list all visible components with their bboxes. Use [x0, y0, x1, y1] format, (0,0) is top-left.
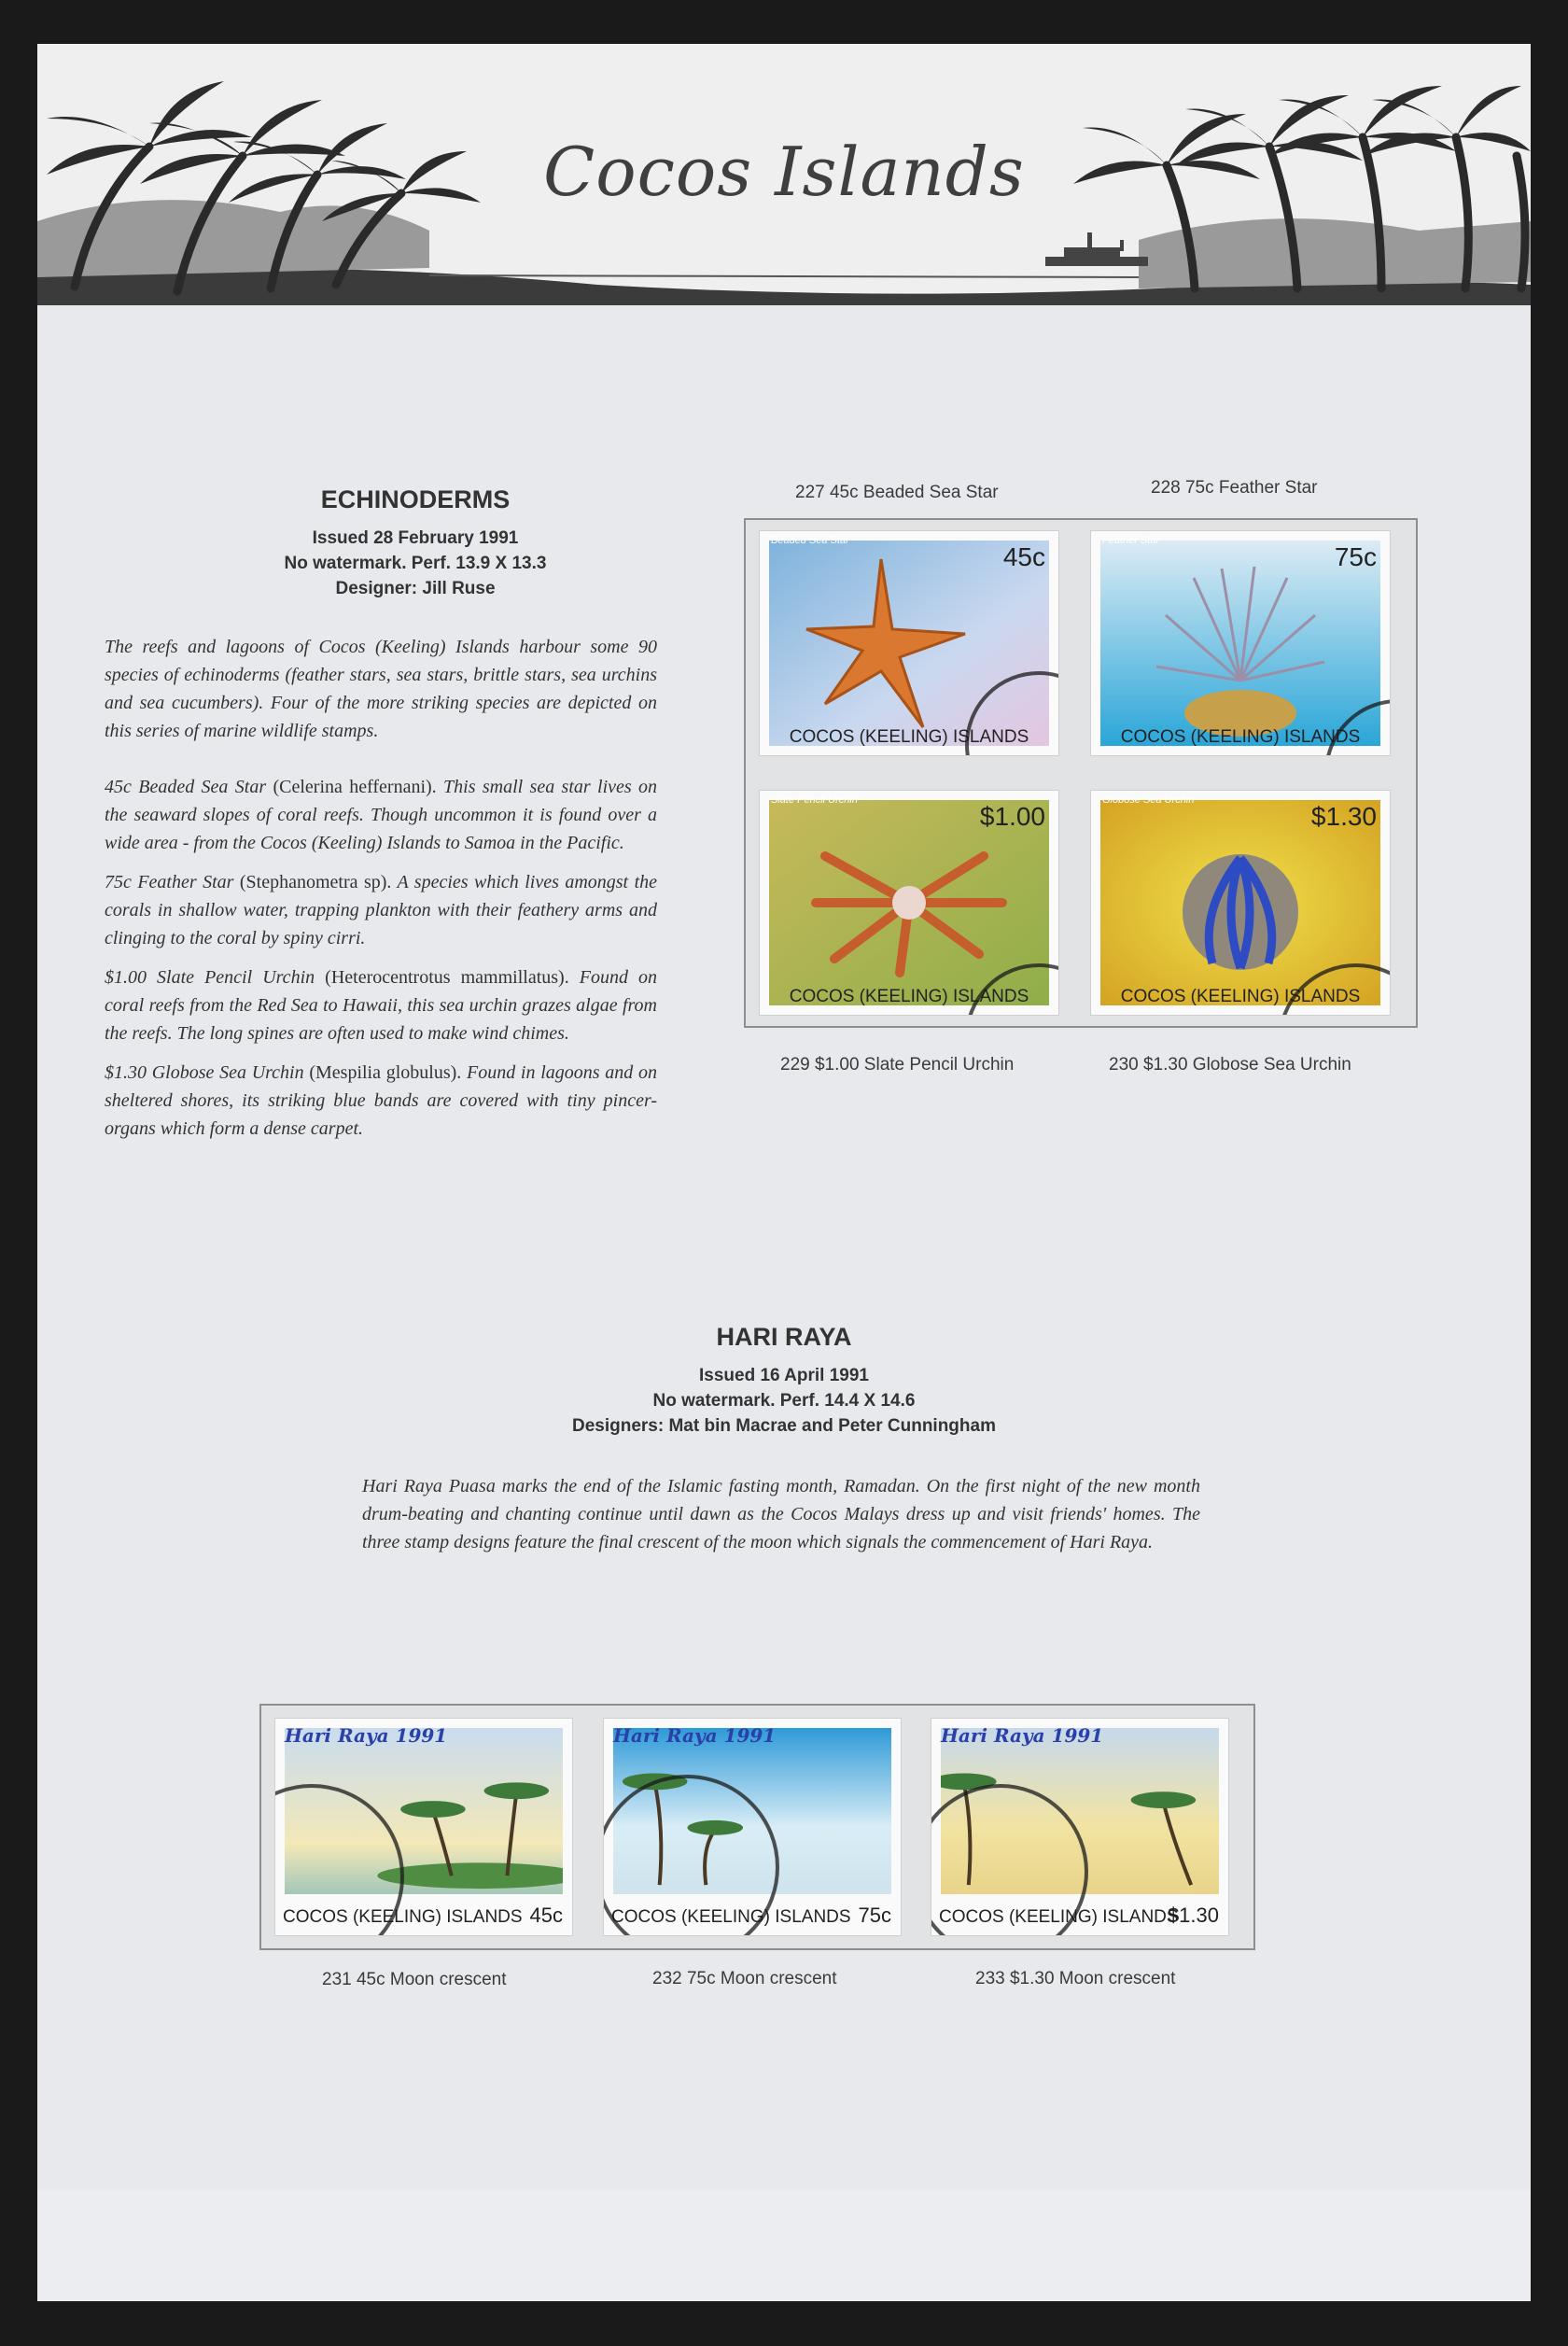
stamp-value: 45c: [1002, 542, 1045, 571]
stamp-value: 45c: [529, 1903, 563, 1927]
stamp-country: COCOS (KEELING) ISLANDS: [1120, 727, 1361, 747]
stamp-feather-star: [1091, 531, 1390, 755]
stamp-caption: 231 45c Moon crescent: [322, 1970, 507, 1989]
stamp-value: $1.00: [979, 802, 1045, 831]
hari-raya-description: [362, 1472, 1200, 1567]
intro-paragraph: Hari Raya Puasa marks the end of the Islamic fasting month, Ramadan. On the first night of the new month drum-beating and chanting continue until dawn as the Cocos Malays dress up and visit friends' homes. The three stamp designs feature the final crescent of the moon which signals the commencement of Hari Raya.: [362, 1476, 1200, 1552]
designer: Designer: Jill Ruse: [335, 579, 496, 598]
stamp-slate-pencil-urchin: [760, 791, 1058, 1015]
stamp-title: Hari Raya 1991: [285, 1724, 448, 1747]
stamp-country: COCOS (KEELING) ISLANDS: [789, 727, 1029, 747]
album-page: [37, 44, 1531, 2301]
echinoderms-description: [105, 633, 657, 1154]
issue-date: Issued 16 April 1991: [698, 1366, 869, 1385]
stamp-country: COCOS (KEELING) ISLANDS: [1120, 987, 1361, 1006]
intro-paragraph: The reefs and lagoons of Cocos (Keeling) Islands harbour some 90 species of echinoderms (feather stars, sea stars, brittle stars, sea urchins and sea cucumbers). Four of the more striking species are depicted on this series of marine wildlife stamps.: [105, 637, 657, 741]
stamp-country: COCOS (KEELING) ISLANDS: [283, 1907, 523, 1927]
stamp-mount-hari-raya: [259, 1704, 1255, 1950]
hari-raya-heading: [317, 1323, 1251, 1439]
stamp-caption: 230 $1.30 Globose Sea Urchin: [1109, 1055, 1351, 1075]
page-title: Cocos Islands: [543, 133, 1025, 211]
watermark-perf: No watermark. Perf. 14.4 X 14.6: [652, 1391, 916, 1411]
stamp-species-name: Globose Sea Urchin: [1102, 794, 1195, 806]
stamp-caption: 233 $1.30 Moon crescent: [975, 1969, 1176, 1988]
species-paragraph: 45c Beaded Sea Star (Celerina heffernani). This small sea star lives on the seaward slopes of coral reefs. Though uncommon it is found over a wide area - from the Cocos (Keeling) Islands to Samoa in the Pacific.: [105, 777, 658, 853]
stamp-country: COCOS (KEELING) ISLANDS: [789, 987, 1029, 1006]
stamp-moon-crescent-130: [931, 1719, 1228, 1935]
stamp-caption: 229 $1.00 Slate Pencil Urchin: [780, 1055, 1015, 1075]
species-paragraph: 75c Feather Star (Stephanometra sp). A species which lives amongst the corals in shallow water, trapping plankton with their feathery arms and clinging to the coral by spiny cirri.: [105, 872, 657, 948]
stamp-caption: 228 75c Feather Star: [1151, 478, 1318, 498]
stamp-value: $1.30: [1310, 802, 1377, 831]
stamp-species-name: Slate Pencil Urchin: [771, 794, 858, 806]
stamp-moon-crescent-45c: [275, 1719, 572, 1935]
stamp-globose-sea-urchin: [1091, 791, 1390, 1015]
stamp-species-name: Feather Star: [1102, 535, 1160, 546]
stamp-mount-echinoderms: [744, 518, 1418, 1028]
stamp-caption: 232 75c Moon crescent: [652, 1969, 837, 1988]
stamp-value: 75c: [1334, 542, 1377, 571]
stamp-country: COCOS (KEELING) ISLANDS: [611, 1907, 851, 1927]
species-paragraph: $1.00 Slate Pencil Urchin (Heterocentrotus mammillatus). Found on coral reefs from the Red Sea to Hawaii, this sea urchin grazes algae from the reefs. The long spines are often used to make wind chimes.: [105, 967, 658, 1044]
section-title: HARI RAYA: [716, 1323, 852, 1351]
stamp-species-name: Beaded Sea Star: [771, 535, 849, 546]
section-title: ECHINODERMS: [320, 485, 511, 513]
designers: Designers: Mat bin Macrae and Peter Cunningham: [572, 1416, 996, 1436]
stamp-title: Hari Raya 1991: [941, 1724, 1104, 1747]
species-paragraph: $1.30 Globose Sea Urchin (Mespilia globulus). Found in lagoons and on sheltered shores, its striking blue bands are covered with tiny pincer-organs which form a dense carpet.: [105, 1062, 657, 1139]
stamp-value: $1.30: [1167, 1903, 1219, 1927]
echinoderms-heading: [84, 485, 747, 601]
stamp-beaded-sea-star: [760, 531, 1058, 755]
stamp-title: Hari Raya 1991: [613, 1724, 777, 1747]
stamp-country: COCOS (KEELING) ISLANDS: [939, 1907, 1179, 1927]
stamp-moon-crescent-75c: [604, 1719, 901, 1935]
stamp-caption: 227 45c Beaded Sea Star: [795, 483, 999, 502]
stamp-value: 75c: [858, 1903, 891, 1927]
watermark-perf: No watermark. Perf. 13.9 X 13.3: [284, 554, 547, 573]
page-header: [37, 44, 1531, 315]
issue-date: Issued 28 February 1991: [312, 528, 519, 548]
